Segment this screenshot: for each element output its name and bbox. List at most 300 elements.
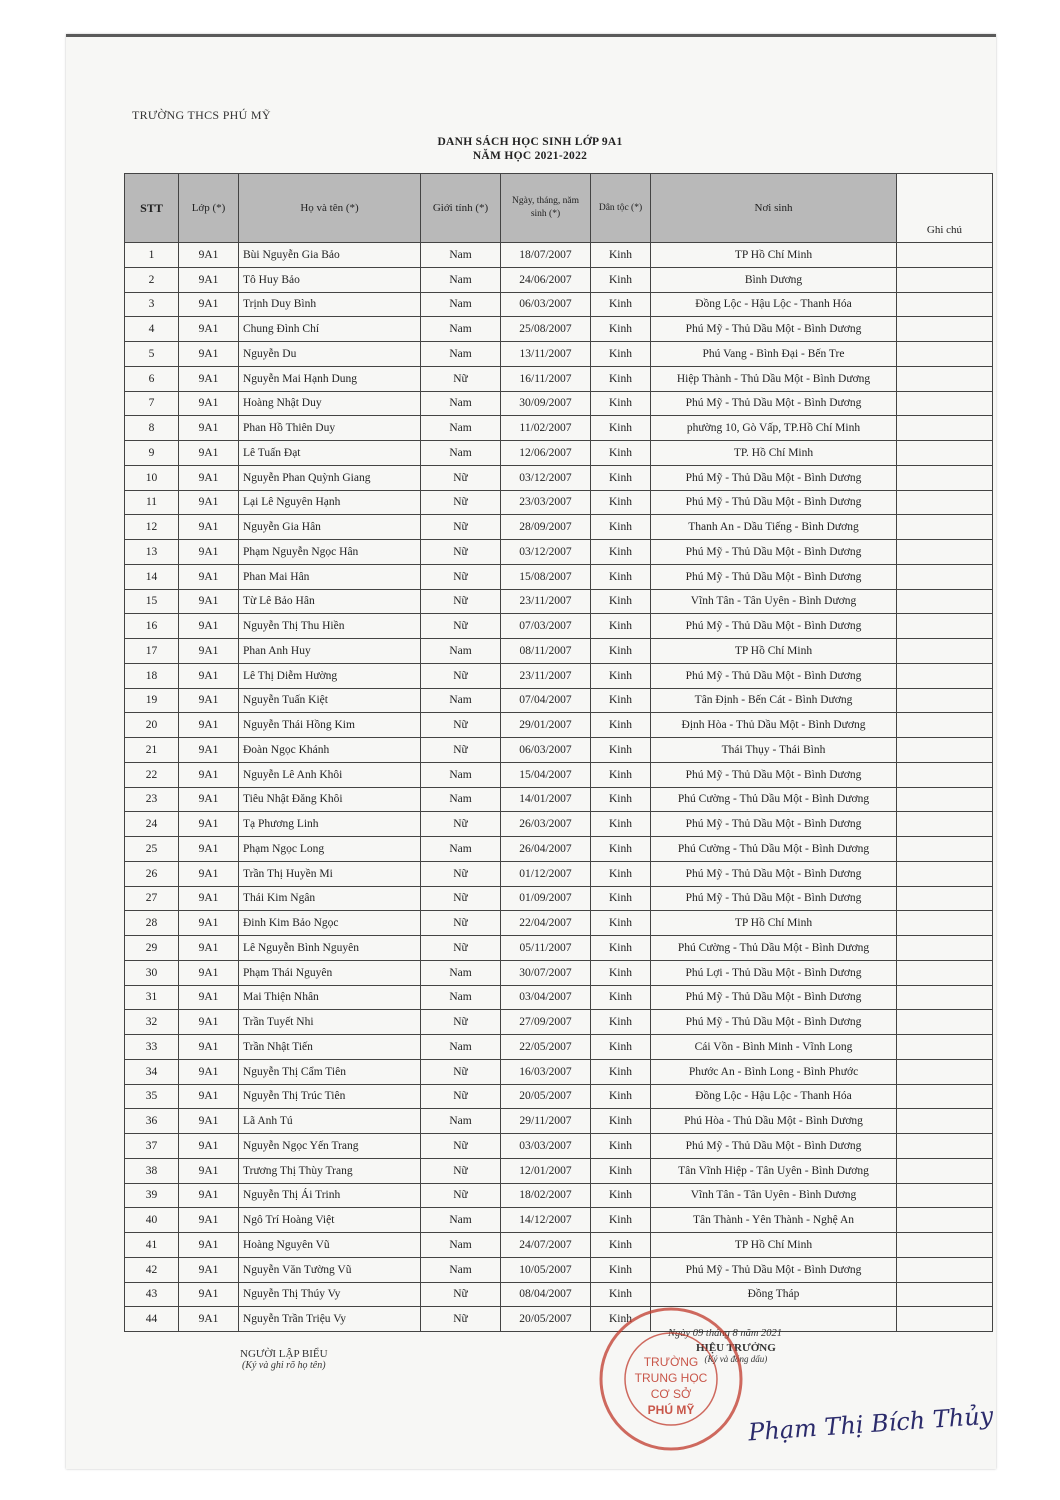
cell-ethnicity: Kinh	[591, 366, 651, 391]
cell-birthplace: Phú Cường - Thủ Dầu Một - Bình Dương	[651, 936, 897, 961]
cell-gender: Nữ	[421, 540, 501, 565]
cell-birthplace: Phú Mỹ - Thủ Dầu Một - Bình Dương	[651, 614, 897, 639]
table-row	[125, 243, 993, 268]
cell-notes	[897, 663, 993, 688]
cell-stt: 2	[125, 267, 179, 292]
cell-notes	[897, 713, 993, 738]
cell-gender: Nữ	[421, 465, 501, 490]
cell-name: Nguyễn Văn Tường Vũ	[239, 1257, 421, 1282]
table-row	[125, 639, 993, 664]
cell-ethnicity: Kinh	[591, 886, 651, 911]
cell-dob: 13/11/2007	[501, 342, 591, 367]
cell-dob: 23/03/2007	[501, 490, 591, 515]
cell-gender: Nữ	[421, 1158, 501, 1183]
cell-stt: 10	[125, 465, 179, 490]
cell-birthplace: Phú Mỹ - Thủ Dầu Một - Bình Dương	[651, 663, 897, 688]
svg-text:TRƯỜNG: TRƯỜNG	[643, 1355, 699, 1369]
cell-notes	[897, 1134, 993, 1159]
cell-notes	[897, 243, 993, 268]
cell-name: Tạ Phương Linh	[239, 812, 421, 837]
cell-birthplace: Phú Mỹ - Thủ Dầu Một - Bình Dương	[651, 1010, 897, 1035]
cell-ethnicity: Kinh	[591, 1059, 651, 1084]
principal-title: HIỆU TRƯỞNG	[696, 1342, 776, 1354]
cell-gender: Nam	[421, 787, 501, 812]
cell-notes	[897, 416, 993, 441]
table-header-row	[125, 174, 993, 243]
cell-birthplace: Tân Thành - Yên Thành - Nghệ An	[651, 1208, 897, 1233]
preparer-block	[240, 1348, 328, 1371]
cell-ethnicity: Kinh	[591, 812, 651, 837]
cell-birthplace: Thái Thụy - Thái Bình	[651, 738, 897, 763]
school-year: NĂM HỌC 2021-2022	[472, 150, 588, 162]
cell-name: Nguyễn Thị Thúy Vy	[239, 1282, 421, 1307]
cell-class: 9A1	[179, 1183, 239, 1208]
cell-class: 9A1	[179, 1134, 239, 1159]
cell-gender: Nữ	[421, 614, 501, 639]
cell-gender: Nam	[421, 317, 501, 342]
cell-notes	[897, 490, 993, 515]
cell-stt: 30	[125, 960, 179, 985]
cell-class: 9A1	[179, 762, 239, 787]
cell-dob: 06/03/2007	[501, 292, 591, 317]
cell-gender: Nữ	[421, 564, 501, 589]
cell-stt: 6	[125, 366, 179, 391]
cell-notes	[897, 1282, 993, 1307]
cell-name: Nguyễn Phan Quỳnh Giang	[239, 465, 421, 490]
table-row	[125, 614, 993, 639]
cell-stt: 39	[125, 1183, 179, 1208]
cell-notes	[897, 688, 993, 713]
col-header-name: Họ và tên (*)	[239, 174, 421, 243]
cell-stt: 31	[125, 985, 179, 1010]
cell-gender: Nữ	[421, 490, 501, 515]
cell-class: 9A1	[179, 1257, 239, 1282]
cell-notes	[897, 1084, 993, 1109]
cell-gender: Nam	[421, 1233, 501, 1258]
table-row	[125, 936, 993, 961]
cell-ethnicity: Kinh	[591, 861, 651, 886]
table-row	[125, 713, 993, 738]
cell-class: 9A1	[179, 267, 239, 292]
cell-name: Nguyễn Thị Ái Trinh	[239, 1183, 421, 1208]
cell-dob: 27/09/2007	[501, 1010, 591, 1035]
table-row	[125, 1059, 993, 1084]
cell-dob: 03/12/2007	[501, 465, 591, 490]
cell-dob: 29/11/2007	[501, 1109, 591, 1134]
cell-name: Đinh Kim Bảo Ngọc	[239, 911, 421, 936]
cell-birthplace: Phú Mỹ - Thủ Dầu Một - Bình Dương	[651, 490, 897, 515]
cell-ethnicity: Kinh	[591, 243, 651, 268]
cell-notes	[897, 1158, 993, 1183]
cell-stt: 5	[125, 342, 179, 367]
cell-ethnicity: Kinh	[591, 589, 651, 614]
table-row	[125, 812, 993, 837]
cell-dob: 07/03/2007	[501, 614, 591, 639]
cell-name: Từ Lê Bảo Hân	[239, 589, 421, 614]
cell-notes	[897, 540, 993, 565]
cell-stt: 21	[125, 738, 179, 763]
cell-birthplace: Tân Định - Bến Cát - Bình Dương	[651, 688, 897, 713]
cell-birthplace: Phước An - Bình Long - Bình Phước	[651, 1059, 897, 1084]
table-row	[125, 391, 993, 416]
cell-gender: Nam	[421, 1257, 501, 1282]
cell-gender: Nam	[421, 292, 501, 317]
cell-gender: Nữ	[421, 911, 501, 936]
cell-class: 9A1	[179, 416, 239, 441]
cell-dob: 20/05/2007	[501, 1084, 591, 1109]
cell-stt: 13	[125, 540, 179, 565]
cell-class: 9A1	[179, 960, 239, 985]
table-row	[125, 960, 993, 985]
cell-notes	[897, 812, 993, 837]
cell-dob: 20/05/2007	[501, 1307, 591, 1332]
cell-class: 9A1	[179, 465, 239, 490]
cell-notes	[897, 1183, 993, 1208]
cell-stt: 16	[125, 614, 179, 639]
cell-ethnicity: Kinh	[591, 342, 651, 367]
table-row	[125, 1109, 993, 1134]
cell-dob: 29/01/2007	[501, 713, 591, 738]
cell-birthplace: Phú Mỹ - Thủ Dầu Một - Bình Dương	[651, 391, 897, 416]
table-row	[125, 688, 993, 713]
cell-notes	[897, 1233, 993, 1258]
table-body	[125, 243, 993, 1332]
cell-class: 9A1	[179, 886, 239, 911]
cell-notes	[897, 837, 993, 862]
cell-notes	[897, 911, 993, 936]
cell-gender: Nam	[421, 267, 501, 292]
cell-stt: 37	[125, 1134, 179, 1159]
cell-notes	[897, 960, 993, 985]
table-row	[125, 1035, 993, 1060]
preparer-instruction: (Ký và ghi rõ họ tên)	[241, 1360, 326, 1371]
cell-name: Nguyễn Mai Hạnh Dung	[239, 366, 421, 391]
cell-name: Trương Thị Thùy Trang	[239, 1158, 421, 1183]
cell-ethnicity: Kinh	[591, 787, 651, 812]
cell-notes	[897, 267, 993, 292]
cell-ethnicity: Kinh	[591, 960, 651, 985]
cell-class: 9A1	[179, 1208, 239, 1233]
cell-birthplace: Phú Mỹ - Thủ Dầu Một - Bình Dương	[651, 861, 897, 886]
cell-gender: Nữ	[421, 1084, 501, 1109]
cell-class: 9A1	[179, 861, 239, 886]
cell-birthplace: Phú Vang - Bình Đại - Bến Tre	[651, 342, 897, 367]
cell-dob: 01/09/2007	[501, 886, 591, 911]
cell-birthplace: Phú Mỹ - Thủ Dầu Một - Bình Dương	[651, 564, 897, 589]
cell-name: Nguyễn Du	[239, 342, 421, 367]
cell-ethnicity: Kinh	[591, 1307, 651, 1332]
cell-notes	[897, 441, 993, 466]
cell-dob: 18/02/2007	[501, 1183, 591, 1208]
cell-ethnicity: Kinh	[591, 1233, 651, 1258]
cell-dob: 30/07/2007	[501, 960, 591, 985]
cell-dob: 12/06/2007	[501, 441, 591, 466]
cell-name: Lê Nguyễn Bình Nguyên	[239, 936, 421, 961]
cell-class: 9A1	[179, 540, 239, 565]
cell-birthplace: Vĩnh Tân - Tân Uyên - Bình Dương	[651, 589, 897, 614]
cell-name: Thái Kim Ngân	[239, 886, 421, 911]
cell-class: 9A1	[179, 1084, 239, 1109]
cell-ethnicity: Kinh	[591, 490, 651, 515]
cell-birthplace: Phú Hòa - Thủ Dầu Một - Bình Dương	[651, 1109, 897, 1134]
cell-stt: 8	[125, 416, 179, 441]
cell-class: 9A1	[179, 837, 239, 862]
cell-gender: Nam	[421, 441, 501, 466]
cell-class: 9A1	[179, 1010, 239, 1035]
cell-notes	[897, 366, 993, 391]
cell-name: Bùi Nguyễn Gia Bảo	[239, 243, 421, 268]
cell-stt: 1	[125, 243, 179, 268]
cell-birthplace: Phú Mỹ - Thủ Dầu Một - Bình Dương	[651, 540, 897, 565]
cell-name: Phan Mai Hân	[239, 564, 421, 589]
cell-ethnicity: Kinh	[591, 1257, 651, 1282]
cell-dob: 22/04/2007	[501, 911, 591, 936]
cell-stt: 11	[125, 490, 179, 515]
cell-class: 9A1	[179, 1059, 239, 1084]
cell-name: Nguyễn Thị Thu Hiền	[239, 614, 421, 639]
cell-stt: 23	[125, 787, 179, 812]
col-header-birthplace: Nơi sinh	[651, 174, 897, 243]
table-row	[125, 441, 993, 466]
table-row	[125, 1010, 993, 1035]
cell-ethnicity: Kinh	[591, 1109, 651, 1134]
cell-notes	[897, 342, 993, 367]
table-row	[125, 267, 993, 292]
cell-class: 9A1	[179, 688, 239, 713]
cell-gender: Nam	[421, 243, 501, 268]
cell-notes	[897, 515, 993, 540]
table-row	[125, 861, 993, 886]
cell-gender: Nữ	[421, 1307, 501, 1332]
school-name: TRƯỜNG THCS PHÚ MỸ	[132, 108, 271, 122]
cell-dob: 01/12/2007	[501, 861, 591, 886]
cell-gender: Nữ	[421, 812, 501, 837]
cell-ethnicity: Kinh	[591, 267, 651, 292]
cell-stt: 36	[125, 1109, 179, 1134]
cell-gender: Nữ	[421, 886, 501, 911]
cell-notes	[897, 564, 993, 589]
cell-class: 9A1	[179, 738, 239, 763]
cell-gender: Nữ	[421, 936, 501, 961]
cell-class: 9A1	[179, 292, 239, 317]
table-row	[125, 490, 993, 515]
cell-dob: 05/11/2007	[501, 936, 591, 961]
table-row	[125, 465, 993, 490]
svg-text:CƠ SỞ: CƠ SỞ	[650, 1387, 692, 1401]
cell-ethnicity: Kinh	[591, 639, 651, 664]
cell-ethnicity: Kinh	[591, 738, 651, 763]
cell-notes	[897, 1059, 993, 1084]
cell-stt: 43	[125, 1282, 179, 1307]
cell-class: 9A1	[179, 1282, 239, 1307]
cell-notes	[897, 762, 993, 787]
cell-dob: 15/08/2007	[501, 564, 591, 589]
cell-birthplace: Đồng Lộc - Hậu Lộc - Thanh Hóa	[651, 292, 897, 317]
cell-class: 9A1	[179, 589, 239, 614]
cell-gender: Nữ	[421, 1010, 501, 1035]
table-row	[125, 564, 993, 589]
cell-dob: 18/07/2007	[501, 243, 591, 268]
table-row	[125, 317, 993, 342]
cell-dob: 07/04/2007	[501, 688, 591, 713]
cell-notes	[897, 1307, 993, 1332]
cell-dob: 24/06/2007	[501, 267, 591, 292]
cell-ethnicity: Kinh	[591, 1035, 651, 1060]
cell-birthplace: Phú Mỹ - Thủ Dầu Một - Bình Dương	[651, 317, 897, 342]
cell-stt: 42	[125, 1257, 179, 1282]
cell-birthplace: Cái Vồn - Bình Minh - Vĩnh Long	[651, 1035, 897, 1060]
cell-class: 9A1	[179, 515, 239, 540]
cell-dob: 22/05/2007	[501, 1035, 591, 1060]
cell-stt: 24	[125, 812, 179, 837]
cell-stt: 40	[125, 1208, 179, 1233]
table-row	[125, 1134, 993, 1159]
cell-gender: Nữ	[421, 713, 501, 738]
cell-dob: 15/04/2007	[501, 762, 591, 787]
principal-signature: Phạm Thị Bích Thủy	[747, 1401, 995, 1447]
cell-dob: 16/03/2007	[501, 1059, 591, 1084]
table-row	[125, 540, 993, 565]
cell-class: 9A1	[179, 1233, 239, 1258]
cell-name: Lê Tuấn Đạt	[239, 441, 421, 466]
cell-notes	[897, 292, 993, 317]
cell-name: Trịnh Duy Bình	[239, 292, 421, 317]
cell-dob: 14/12/2007	[501, 1208, 591, 1233]
cell-notes	[897, 589, 993, 614]
cell-birthplace: Đồng Tháp	[651, 1282, 897, 1307]
cell-stt: 22	[125, 762, 179, 787]
col-header-gender: Giới tính (*)	[421, 174, 501, 243]
cell-name: Tô Huy Bảo	[239, 267, 421, 292]
table-row	[125, 1282, 993, 1307]
cell-ethnicity: Kinh	[591, 837, 651, 862]
cell-birthplace: Phú Cường - Thủ Dầu Một - Bình Dương	[651, 787, 897, 812]
principal-instruction: (Ký và đóng dấu)	[704, 1354, 768, 1364]
cell-name: Trần Thị Huyền Mi	[239, 861, 421, 886]
cell-notes	[897, 787, 993, 812]
svg-text:PHÚ MỸ: PHÚ MỸ	[647, 1403, 695, 1417]
cell-ethnicity: Kinh	[591, 465, 651, 490]
cell-name: Nguyễn Thị Trúc Tiên	[239, 1084, 421, 1109]
cell-name: Lã Anh Tú	[239, 1109, 421, 1134]
cell-stt: 7	[125, 391, 179, 416]
cell-stt: 26	[125, 861, 179, 886]
table-row	[125, 366, 993, 391]
cell-ethnicity: Kinh	[591, 713, 651, 738]
cell-gender: Nữ	[421, 738, 501, 763]
cell-name: Chung Đình Chí	[239, 317, 421, 342]
cell-notes	[897, 317, 993, 342]
cell-class: 9A1	[179, 1109, 239, 1134]
cell-ethnicity: Kinh	[591, 564, 651, 589]
cell-class: 9A1	[179, 441, 239, 466]
table-row	[125, 1257, 993, 1282]
cell-class: 9A1	[179, 564, 239, 589]
cell-stt: 28	[125, 911, 179, 936]
cell-gender: Nữ	[421, 861, 501, 886]
table-row	[125, 1208, 993, 1233]
cell-name: Phan Hồ Thiên Duy	[239, 416, 421, 441]
cell-ethnicity: Kinh	[591, 1134, 651, 1159]
cell-stt: 12	[125, 515, 179, 540]
cell-birthplace: Phú Mỹ - Thủ Dầu Một - Bình Dương	[651, 812, 897, 837]
cell-notes	[897, 1257, 993, 1282]
cell-name: Phan Anh Huy	[239, 639, 421, 664]
cell-notes	[897, 639, 993, 664]
school-stamp	[596, 1304, 746, 1454]
signing-date: Ngày 09 tháng 8 năm 2021	[668, 1328, 783, 1339]
cell-stt: 19	[125, 688, 179, 713]
cell-dob: 03/04/2007	[501, 985, 591, 1010]
cell-stt: 34	[125, 1059, 179, 1084]
cell-dob: 08/11/2007	[501, 639, 591, 664]
cell-dob: 28/09/2007	[501, 515, 591, 540]
cell-gender: Nam	[421, 1208, 501, 1233]
cell-gender: Nữ	[421, 589, 501, 614]
cell-stt: 9	[125, 441, 179, 466]
cell-stt: 25	[125, 837, 179, 862]
cell-stt: 17	[125, 639, 179, 664]
cell-stt: 14	[125, 564, 179, 589]
cell-name: Nguyễn Ngọc Yến Trang	[239, 1134, 421, 1159]
cell-name: Phạm Thái Nguyên	[239, 960, 421, 985]
cell-stt: 27	[125, 886, 179, 911]
cell-birthplace: Hiệp Thành - Thủ Dầu Một - Bình Dương	[651, 366, 897, 391]
cell-gender: Nam	[421, 1035, 501, 1060]
cell-birthplace: Đồng Lộc - Hậu Lộc - Thanh Hóa	[651, 1084, 897, 1109]
table-row	[125, 738, 993, 763]
col-header-stt: STT	[125, 174, 179, 243]
cell-birthplace: Phú Mỹ - Thủ Dầu Một - Bình Dương	[651, 762, 897, 787]
cell-dob: 14/01/2007	[501, 787, 591, 812]
cell-name: Đoàn Ngọc Khánh	[239, 738, 421, 763]
cell-gender: Nữ	[421, 366, 501, 391]
cell-dob: 26/04/2007	[501, 837, 591, 862]
svg-text:TRUNG HỌC: TRUNG HỌC	[634, 1371, 708, 1385]
cell-ethnicity: Kinh	[591, 614, 651, 639]
cell-dob: 23/11/2007	[501, 663, 591, 688]
table-row	[125, 342, 993, 367]
cell-dob: 24/07/2007	[501, 1233, 591, 1258]
cell-name: Trần Nhật Tiến	[239, 1035, 421, 1060]
cell-notes	[897, 936, 993, 961]
cell-name: Nguyễn Thị Cẩm Tiên	[239, 1059, 421, 1084]
table-row	[125, 1307, 993, 1332]
cell-class: 9A1	[179, 243, 239, 268]
table-row	[125, 589, 993, 614]
cell-birthplace: TP Hồ Chí Minh	[651, 639, 897, 664]
cell-dob: 03/03/2007	[501, 1134, 591, 1159]
cell-class: 9A1	[179, 787, 239, 812]
cell-name: Ngô Trí Hoàng Việt	[239, 1208, 421, 1233]
cell-notes	[897, 738, 993, 763]
cell-gender: Nữ	[421, 663, 501, 688]
cell-ethnicity: Kinh	[591, 540, 651, 565]
cell-name: Nguyễn Lê Anh Khôi	[239, 762, 421, 787]
student-table	[124, 173, 993, 1332]
cell-gender: Nữ	[421, 515, 501, 540]
cell-class: 9A1	[179, 985, 239, 1010]
cell-ethnicity: Kinh	[591, 441, 651, 466]
table-row	[125, 1183, 993, 1208]
cell-ethnicity: Kinh	[591, 1282, 651, 1307]
col-header-ethnicity: Dân tộc (*)	[591, 174, 651, 243]
cell-name: Lại Lê Nguyên Hạnh	[239, 490, 421, 515]
table-row	[125, 762, 993, 787]
cell-dob: 23/11/2007	[501, 589, 591, 614]
col-header-notes: Ghi chú	[897, 174, 993, 243]
cell-ethnicity: Kinh	[591, 688, 651, 713]
